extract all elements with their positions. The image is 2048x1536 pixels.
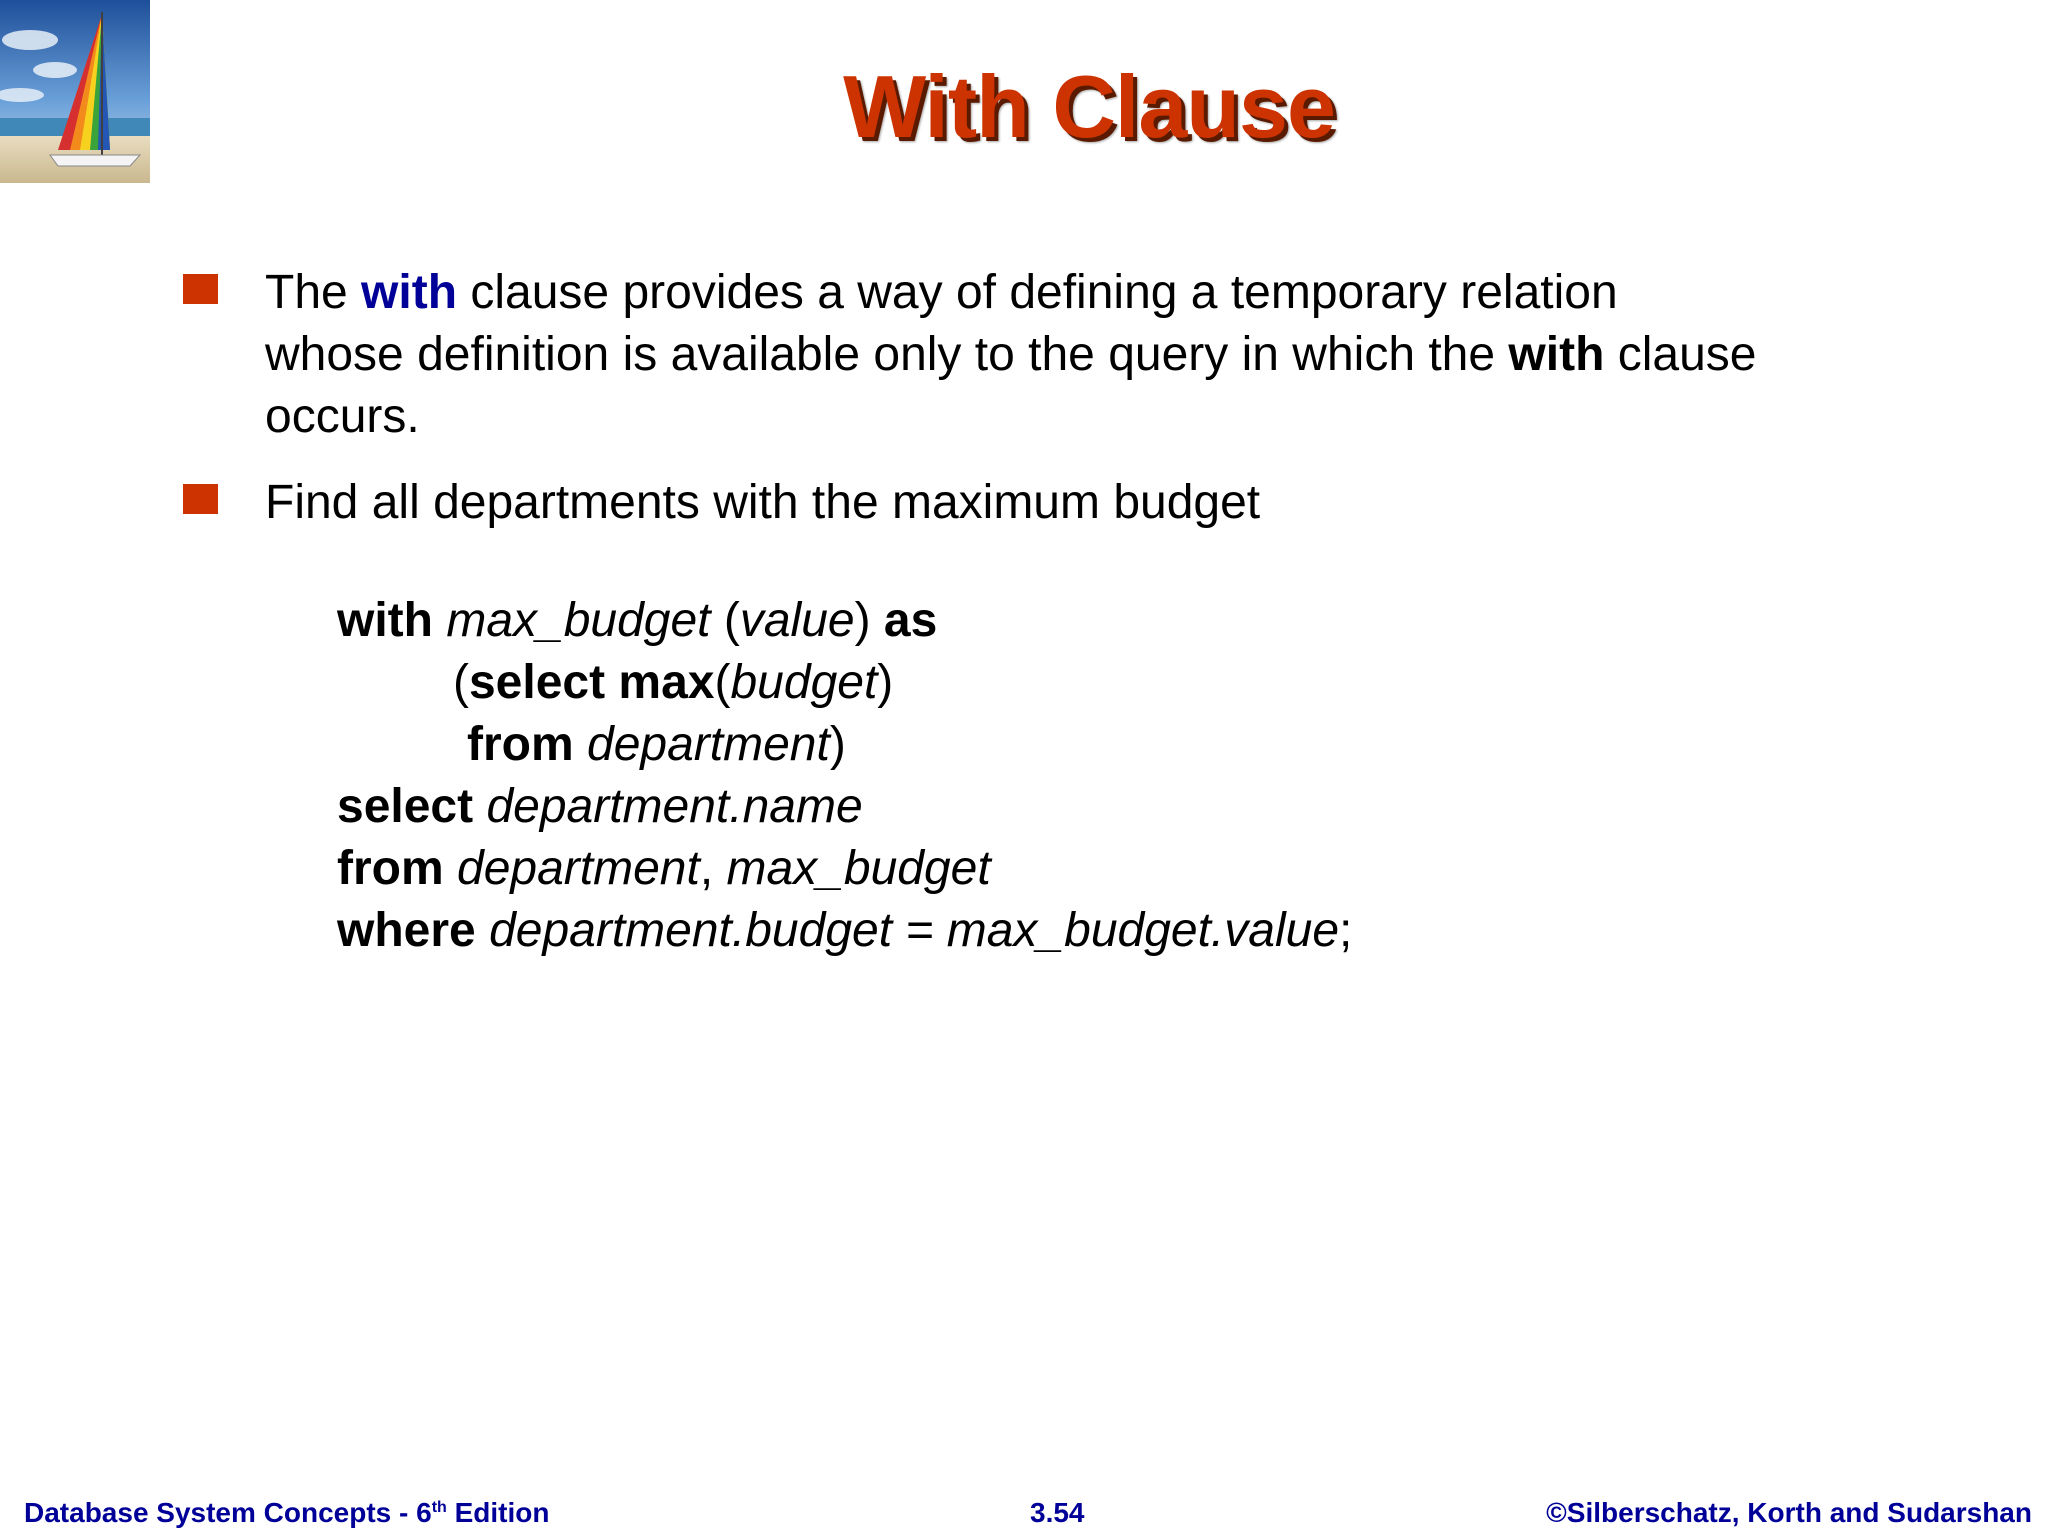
code-punctuation: )	[854, 594, 884, 647]
code-space	[433, 594, 446, 647]
sql-query-block	[337, 590, 1352, 962]
bullet-with-clause-definition	[265, 262, 1765, 448]
code-line-subfrom	[337, 714, 1352, 776]
relation-department: department	[587, 718, 830, 771]
code-line-from	[337, 838, 1352, 900]
code-space	[574, 718, 587, 771]
footer-book-title	[24, 1497, 549, 1529]
code-punctuation: ,	[699, 842, 727, 895]
keyword-from: from	[467, 718, 574, 771]
relation-max-budget: max_budget	[726, 842, 991, 895]
expr-where-condition: department.budget = max_budget.value	[489, 904, 1340, 957]
slide-title: With Clause	[843, 57, 1335, 156]
keyword-select: select	[337, 780, 474, 833]
keyword-with: with	[337, 594, 433, 647]
code-punctuation: (	[710, 594, 740, 647]
keyword-as: as	[883, 594, 938, 647]
code-line-with	[337, 590, 1352, 652]
bullet-text: The	[265, 266, 362, 319]
keyword-select-max: select max	[468, 656, 715, 709]
code-space	[476, 904, 489, 957]
code-space	[444, 842, 457, 895]
keyword-with: with	[1508, 328, 1605, 381]
code-punctuation: )	[829, 718, 846, 771]
bullet-text: clause provides a way of defining a temporary relation whose definition is available only to the query in which the	[265, 266, 1618, 381]
slide-footer	[0, 1497, 2048, 1533]
keyword-where: where	[337, 904, 476, 957]
code-line-select	[337, 776, 1352, 838]
code-line-where	[337, 900, 1352, 962]
footer-book-title-text: Database System Concepts - 6	[24, 1497, 432, 1528]
keyword-with: with	[361, 266, 458, 319]
bullet-text: clause occurs.	[265, 328, 1757, 443]
code-punctuation: )	[877, 656, 894, 709]
expr-department-name: department.name	[486, 780, 863, 833]
keyword-from: from	[337, 842, 444, 895]
relation-department: department	[457, 842, 700, 895]
footer-edition-text: Edition	[446, 1497, 550, 1528]
square-bullet-icon	[183, 484, 218, 514]
footer-superscript: th	[431, 1499, 447, 1516]
footer-copyright: ©Silberschatz, Korth and Sudarshan	[1546, 1497, 2032, 1528]
slide-number: 3.54	[1030, 1497, 1085, 1528]
attribute-budget: budget	[730, 656, 878, 709]
relation-max-budget: max_budget	[446, 594, 711, 647]
code-punctuation: (	[714, 656, 731, 709]
code-punctuation: (	[453, 656, 469, 709]
code-punctuation: ;	[1339, 904, 1353, 957]
square-bullet-icon	[183, 274, 218, 304]
bullet-text: Find all departments with the maximum budget	[265, 476, 1261, 529]
code-line-subselect	[337, 652, 1352, 714]
bullet-find-departments	[265, 472, 1765, 534]
attribute-value: value	[739, 594, 855, 647]
code-space	[473, 780, 486, 833]
